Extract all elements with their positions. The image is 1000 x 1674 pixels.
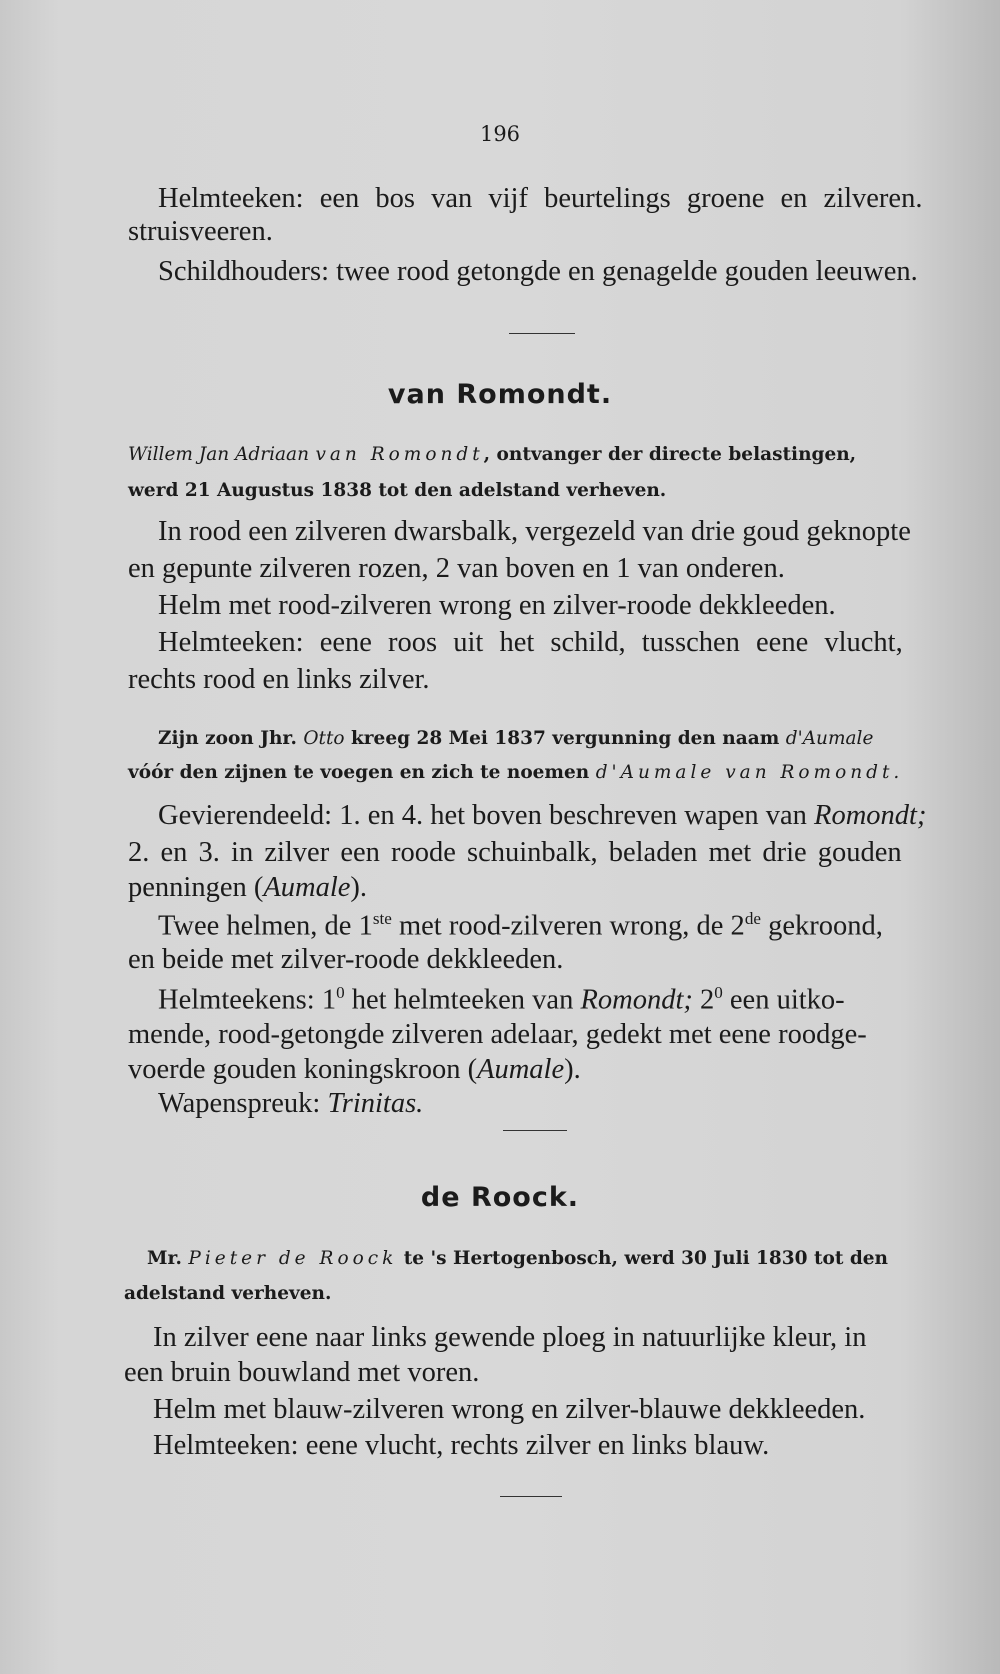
family-name: d'Aumale van Romondt.: [595, 762, 904, 783]
text-line-small: [128, 762, 903, 783]
family-name: van Romondt: [315, 444, 484, 465]
text-fragment: Gevierendeeld: 1. en 4. het boven beschreven wapen van: [158, 800, 807, 831]
text-line: een bruin bouwland met voren.: [124, 1357, 480, 1388]
text-fragment: ).: [350, 872, 368, 903]
text-line: Helmteeken: eene vlucht, rechts zilver en links blauw.: [153, 1430, 770, 1461]
text-fragment: een uitko-: [722, 984, 845, 1016]
text-line: Helmteeken: eene roos uit het schild, tusschen eene vlucht,: [158, 627, 903, 658]
superscript: 0: [336, 983, 345, 1002]
page-number: 196: [479, 122, 521, 146]
family-name: Romondt;: [580, 984, 693, 1016]
text-line-small: [158, 728, 873, 749]
family-name: d'Aumale: [785, 728, 874, 749]
motto: Trinitas.: [327, 1088, 424, 1119]
text-line: [158, 1088, 423, 1120]
text-line: mende, rood-getongde zilveren adelaar, gedekt met eene roodge-: [128, 1019, 867, 1050]
text-fragment: met rood-zilveren wrong, de 2: [391, 910, 745, 942]
text-line: In zilver eene naar links gewende ploeg in natuurlijke kleur, in: [153, 1322, 867, 1353]
section-divider: [500, 1496, 562, 1497]
text-fragment: te 's Hertogenbosch, werd 30 Juli 1830 tot den: [403, 1248, 889, 1269]
text-line: en beide met zilver-roode dekkleeden.: [128, 944, 564, 975]
text-line: struisveeren.: [128, 216, 273, 247]
text-line: Schildhouders: twee rood getongde en genagelde gouden leeuwen.: [158, 256, 918, 287]
family-name: Romondt;: [814, 800, 927, 831]
superscript: ste: [372, 909, 392, 928]
text-line: Helm met rood-zilveren wrong en zilver-roode dekkleeden.: [158, 590, 836, 621]
intro-rest: , ontvanger der directe belastingen,: [483, 444, 857, 465]
person-name: Pieter de Roock: [188, 1248, 398, 1269]
text-line: [158, 909, 883, 943]
text-fragment: Helmteekens: 1: [158, 984, 337, 1016]
text-fragment: 2: [692, 984, 715, 1016]
intro-line: werd 21 Augustus 1838 tot den adelstand verheven.: [128, 480, 667, 501]
section-heading-romondt: van Romondt.: [387, 379, 613, 410]
superscript: de: [744, 909, 761, 928]
text-fragment: vóór den zijnen te voegen en zich te noemen: [128, 762, 590, 783]
text-fragment: het helmteeken van: [344, 984, 574, 1016]
text-fragment: kreeg 28 Mei 1837 vergunning den naam: [350, 728, 780, 749]
intro-line: adelstand verheven.: [124, 1283, 332, 1304]
text-fragment: gekroond,: [760, 910, 883, 942]
section-heading-roock: de Roock.: [420, 1182, 580, 1213]
family-name: Aumale: [477, 1054, 565, 1085]
superscript: 0: [714, 983, 723, 1002]
intro-line: [147, 1248, 888, 1269]
person-name: Willem Jan Adriaan: [128, 444, 309, 465]
text-line: [128, 1054, 581, 1086]
section-divider: [503, 1130, 567, 1131]
text-line: rechts rood en links zilver.: [128, 664, 430, 695]
text-fragment: Mr.: [147, 1248, 182, 1269]
text-line: Helm met blauw-zilveren wrong en zilver-blauwe dekkleeden.: [153, 1394, 866, 1425]
text-line: [158, 800, 926, 832]
text-fragment: Wapenspreuk:: [158, 1088, 321, 1119]
section-divider: [509, 333, 575, 334]
text-fragment: voerde gouden koningskroon (: [128, 1054, 478, 1085]
text-line: [158, 983, 845, 1017]
family-name: Aumale: [263, 872, 351, 903]
text-line: In rood een zilveren dwarsbalk, vergezeld van drie goud geknopte: [158, 516, 911, 547]
text-line: [128, 872, 367, 904]
intro-line: [128, 444, 856, 465]
text-line: 2. en 3. in zilver een roode schuinbalk, beladen met drie gouden: [128, 837, 902, 868]
person-name: Otto: [303, 728, 345, 749]
text-line: Helmteeken: een bos van vijf beurtelings groene en zilveren.: [158, 183, 923, 214]
text-fragment: penningen (: [128, 872, 264, 903]
text-fragment: Twee helmen, de 1: [158, 910, 373, 942]
text-fragment: Zijn zoon Jhr.: [158, 728, 297, 749]
text-fragment: ).: [564, 1054, 581, 1085]
text-line: en gepunte zilveren rozen, 2 van boven en 1 van onderen.: [128, 553, 785, 584]
